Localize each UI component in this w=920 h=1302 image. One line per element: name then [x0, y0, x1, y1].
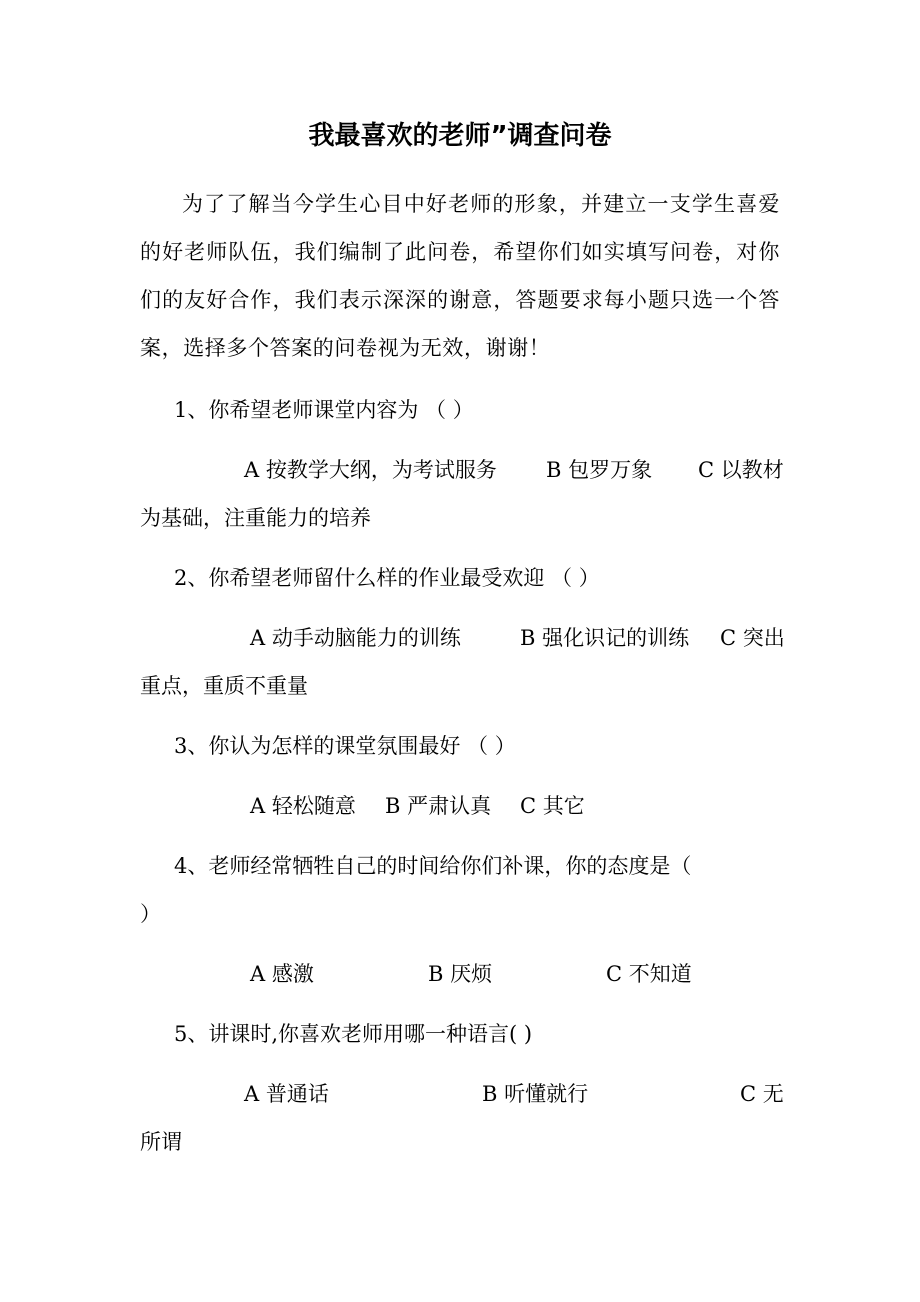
question-2: 2、你希望老师留什么样的作业最受欢迎 （ ） — [174, 566, 600, 590]
question-4: 4、老师经常牺牲自己的时间给你们补课，你的态度是（ — [174, 854, 692, 878]
question-5: 5、讲课时,你喜欢老师用哪一种语言( ) — [174, 1022, 533, 1046]
q4-option-c: C 不知道 — [606, 962, 692, 986]
q1-option-c: C 以教材 — [698, 458, 784, 482]
q5-option-b: B 听懂就行 — [482, 1082, 589, 1106]
page-title: 我最喜欢的老师”调查问卷 — [308, 121, 612, 151]
q5-option-c: C 无 — [740, 1082, 784, 1106]
q4-option-a: A 感激 — [250, 962, 314, 986]
q5-option-c-continued: 所谓 — [140, 1130, 182, 1154]
q2-option-c: C 突出 — [720, 626, 785, 650]
question-1: 1、你希望老师课堂内容为 （ ） — [174, 398, 474, 422]
q1-option-b: B 包罗万象 — [546, 458, 653, 482]
q4-option-b: B 厌烦 — [428, 962, 493, 986]
q1-option-a: A 按教学大纲，为考试服务 — [244, 458, 497, 482]
q2-option-c-continued: 重点，重质不重量 — [140, 674, 308, 698]
q3-option-c: C 其它 — [520, 794, 585, 818]
question-4-continued: ） — [140, 902, 161, 926]
intro-paragraph: 为了了解当今学生心目中好老师的形象，并建立一支学生喜爱的好老师队伍，我们编制了此问卷，希望你们如实填写问卷，对你们的友好合作，我们表示深深的谢意，答题要求每小题只选一个答案，选择多个答案的问卷视为无效，谢谢！ — [140, 192, 780, 360]
q2-option-b: B 强化识记的训练 — [520, 626, 690, 650]
q5-option-a: A 普通话 — [244, 1082, 329, 1106]
q3-option-b: B 严肃认真 — [385, 794, 492, 818]
question-3: 3、你认为怎样的课堂氛围最好 （ ） — [174, 734, 516, 758]
q2-option-a: A 动手动脑能力的训练 — [250, 626, 461, 650]
q1-option-c-continued: 为基础，注重能力的培养 — [140, 506, 371, 530]
q3-option-a: A 轻松随意 — [250, 794, 356, 818]
